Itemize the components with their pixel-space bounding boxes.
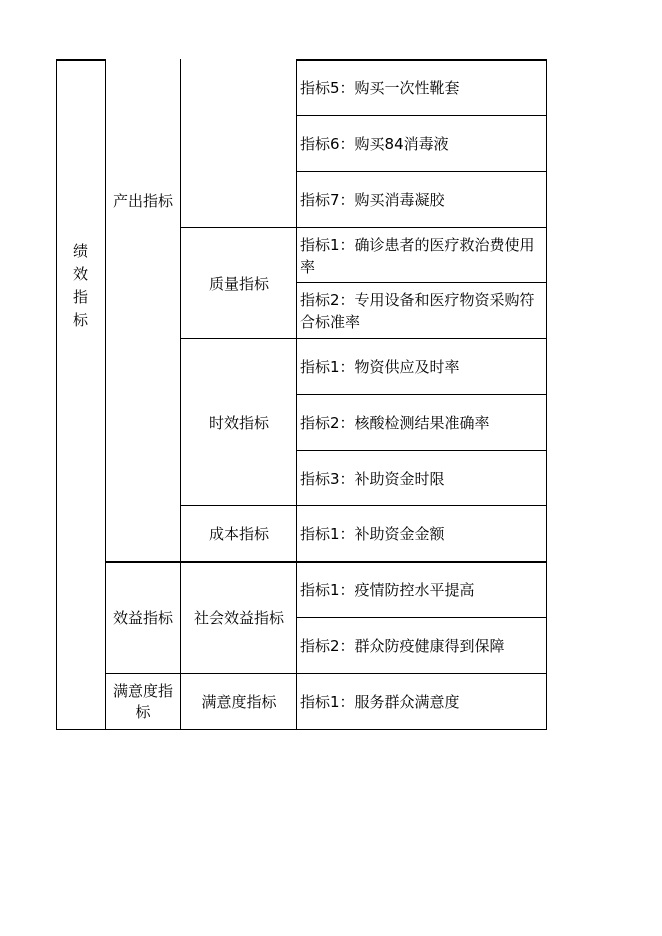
indicator-item: 指标2：群众防疫健康得到保障 [300, 637, 505, 655]
perf-char-3: 指 [72, 288, 88, 306]
vline-col2-left [105, 59, 106, 730]
hline [296, 394, 547, 395]
hline [180, 505, 547, 506]
quality-indicator-label: 质量指标 [208, 274, 269, 293]
indicator-item: 指标5：购买一次性靴套 [300, 79, 460, 97]
border-top-left [56, 59, 106, 61]
indicator-item: 指标6：购买84消毒液 [300, 135, 449, 153]
perf-char-2: 效 [72, 265, 88, 283]
hline [296, 617, 547, 618]
indicator-item: 指标2：专用设备和医疗物资采购符合标准率 [300, 291, 535, 331]
satisfaction-sub-indicator-label: 满意度指标 [201, 693, 277, 711]
indicator-item: 指标7：购买消毒凝胶 [300, 191, 445, 209]
indicator-item: 指标1：服务群众满意度 [300, 693, 460, 711]
indicator-item: 指标1：物资供应及时率 [300, 358, 460, 376]
hline [180, 338, 547, 339]
hline [296, 171, 547, 172]
performance-indicator-label [56, 60, 105, 512]
social-benefit-indicator-label: 社会效益指标 [193, 608, 284, 627]
satisfaction-indicator-label: 满意度指标 [112, 682, 173, 721]
timeliness-indicator-label: 时效指标 [208, 413, 269, 432]
benefit-indicator-label: 效益指标 [112, 608, 173, 627]
indicator-item: 指标1：确诊患者的医疗救治费使用率 [300, 235, 535, 276]
cost-indicator-label: 成本指标 [208, 525, 269, 543]
hline [105, 673, 547, 674]
hline [296, 282, 547, 283]
hline [296, 450, 547, 451]
hline [296, 115, 547, 116]
vline-col3-left [180, 59, 181, 730]
perf-char-4: 标 [72, 311, 88, 329]
indicator-item: 指标1：疫情防控水平提高 [300, 581, 475, 599]
hline-thick [105, 561, 547, 563]
border-top-right [296, 59, 547, 61]
hline [180, 227, 547, 228]
indicator-item: 指标2：核酸检测结果准确率 [300, 414, 490, 432]
output-indicator-label: 产出指标 [112, 192, 173, 210]
perf-char-1: 绩 [72, 242, 88, 260]
vline-col1-left [56, 59, 57, 730]
indicator-item: 指标3：补助资金时限 [300, 469, 445, 488]
indicator-item: 指标1：补助资金金额 [300, 525, 445, 543]
border-bottom [56, 729, 547, 730]
